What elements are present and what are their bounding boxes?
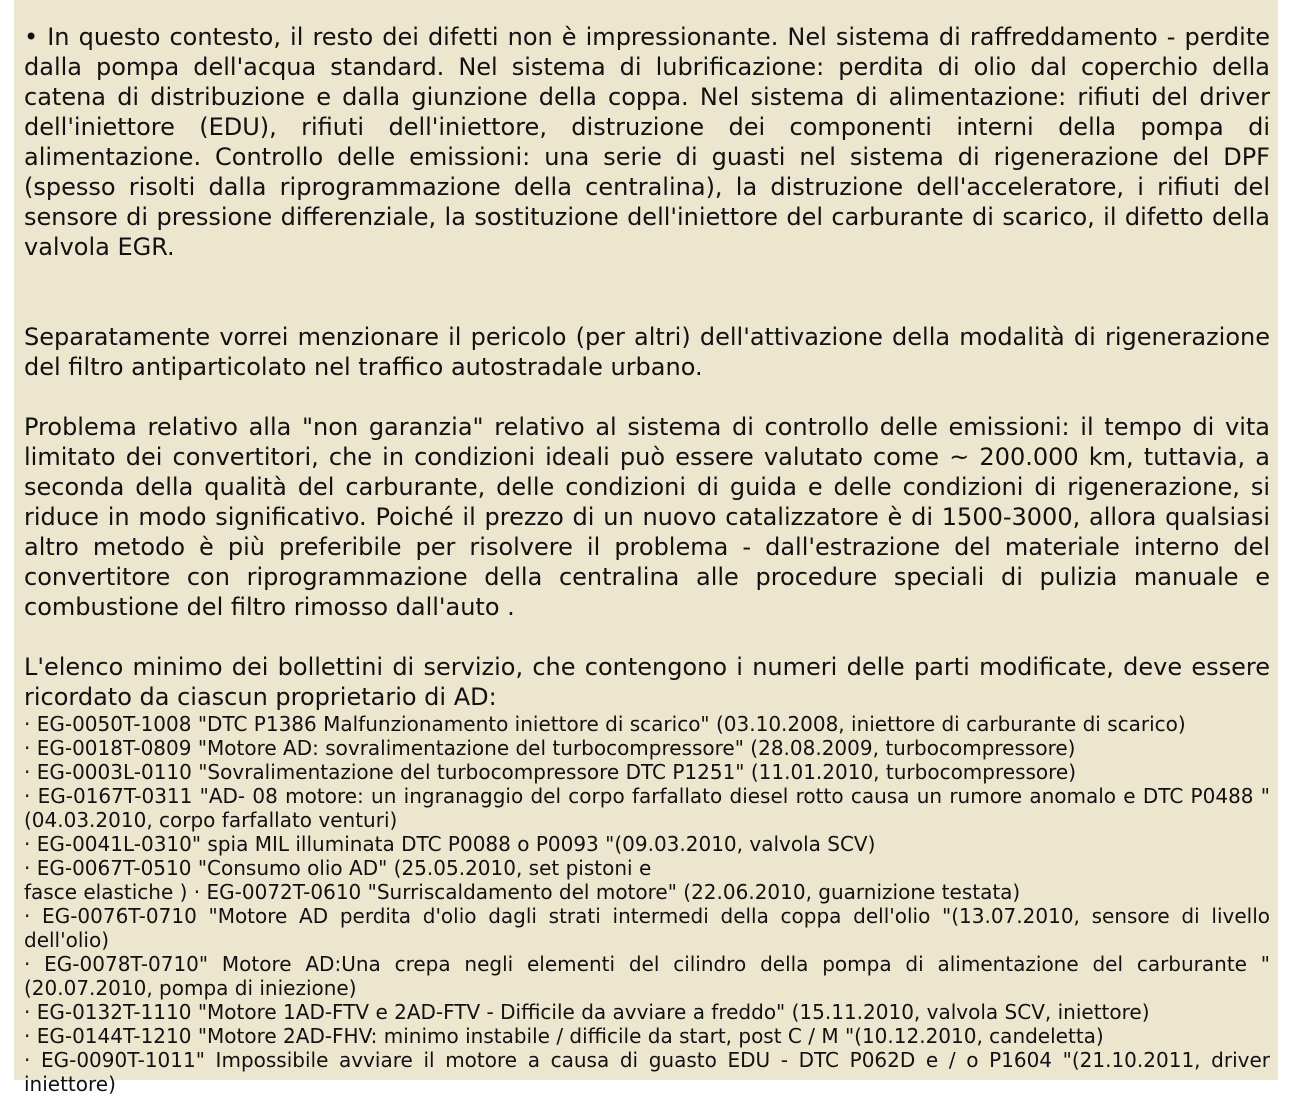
- paragraph-bulletins-intro: L'elenco minimo dei bollettini di servizio, che contengono i numeri delle parti modificate, deve essere ricordato da ciascun proprietario di AD:: [24, 653, 1270, 711]
- paragraph-converter-lifetime: Problema relativo alla "non garanzia" relativo al sistema di controllo delle emissioni: il tempo di vita limitato dei convertitori, che in condizioni ideali può essere valutato come ~ 200.000 km, tuttavia, a seconda della qualità del carburante, delle condizioni di guida e delle condizioni di rigenerazione, si riduce in modo significativo. Poiché il prezzo di un nuovo catalizzatore è di 1500-3000, allora qualsiasi altro metodo è più preferibile per risolvere il problema - dall'estrazione del materiale interno del convertitore con riprogrammazione della centralina alle procedure speciali di pulizia manuale e combustione del filtro rimosso dall'auto .: [24, 413, 1270, 621]
- list-item: · EG-0076T-0710 "Motore AD perdita d'olio dagli strati intermedi della coppa dell'olio "(13.07.2010, sensore di livello dell'olio): [24, 904, 1270, 952]
- list-item: · EG-0018T-0809 "Motore AD: sovralimentazione del turbocompressore" (28.08.2009, turbocompressore): [24, 736, 1076, 760]
- spacer: [24, 262, 1270, 322]
- list-item: · EG-0050T-1008 "DTC P1386 Malfunzionamento iniettore di scarico" (03.10.2008, iniettore di carburante di scarico): [24, 712, 1186, 736]
- list-item: · EG-0090T-1011" Impossibile avviare il motore a causa di guasto EDU - DTC P062D e / o P1604 "(21.10.2011, driver iniettore): [24, 1048, 1270, 1096]
- service-bulletin-list: [24, 712, 1270, 1096]
- paragraph-defects: • In questo contesto, il resto dei difetti non è impressionante. Nel sistema di raffreddamento - perdite dalla pompa dell'acqua standard. Nel sistema di lubrificazione: perdita di olio dal coperchio della catena di distribuzione e dalla giunzione della coppa. Nel sistema di alimentazione: rifiuti del driver dell'iniettore (EDU), rifiuti dell'iniettore, distruzione dei componenti interni della pompa di alimentazione. Controllo delle emissioni: una serie di guasti nel sistema di rigenerazione del DPF (spesso risolti dalla riprogrammazione della centralina), la distruzione dell'acceleratore, i rifiuti del sensore di pressione differenziale, la sostituzione dell'iniettore del carburante di scarico, il difetto della valvola EGR.: [24, 23, 1270, 261]
- document-page: [14, 0, 1278, 1096]
- list-item: · EG-0003L-0110 "Sovralimentazione del turbocompressore DTC P1251" (11.01.2010, turbocompressore): [24, 760, 1077, 784]
- list-item: · EG-0078T-0710" Motore AD:Una crepa negli elementi del cilindro della pompa di alimentazione del carburante "(20.07.2010, pompa di iniezione): [24, 952, 1270, 1000]
- spacer: [24, 622, 1270, 652]
- list-item: · EG-0144T-1210 "Motore 2AD-FHV: minimo instabile / difficile da start, post C / M "(10.12.2010, candeletta): [24, 1024, 1104, 1048]
- list-item: · EG-0041L-0310" spia MIL illuminata DTC P0088 o P0093 "(09.03.2010, valvola SCV): [24, 832, 876, 856]
- article-body: [24, 22, 1270, 1096]
- list-item: fasce elastiche ) · EG-0072T-0610 "Surriscaldamento del motore" (22.06.2010, guarnizione testata): [24, 880, 1021, 904]
- list-item: · EG-0167T-0311 "AD- 08 motore: un ingranaggio del corpo farfallato diesel rotto causa un rumore anomalo e DTC P0488 "(04.03.2010, corpo farfallato venturi): [24, 784, 1270, 832]
- paragraph-regeneration-danger: Separatamente vorrei menzionare il pericolo (per altri) dell'attivazione della modalità di rigenerazione del filtro antiparticolato nel traffico autostradale urbano.: [24, 323, 1270, 381]
- list-item: · EG-0067T-0510 "Consumo olio AD" (25.05.2010, set pistoni e: [24, 856, 652, 880]
- spacer: [24, 382, 1270, 412]
- list-item: · EG-0132T-1110 "Motore 1AD-FTV e 2AD-FTV - Difficile da avviare a freddo" (15.11.2010, valvola SCV, iniettore): [24, 1000, 1150, 1024]
